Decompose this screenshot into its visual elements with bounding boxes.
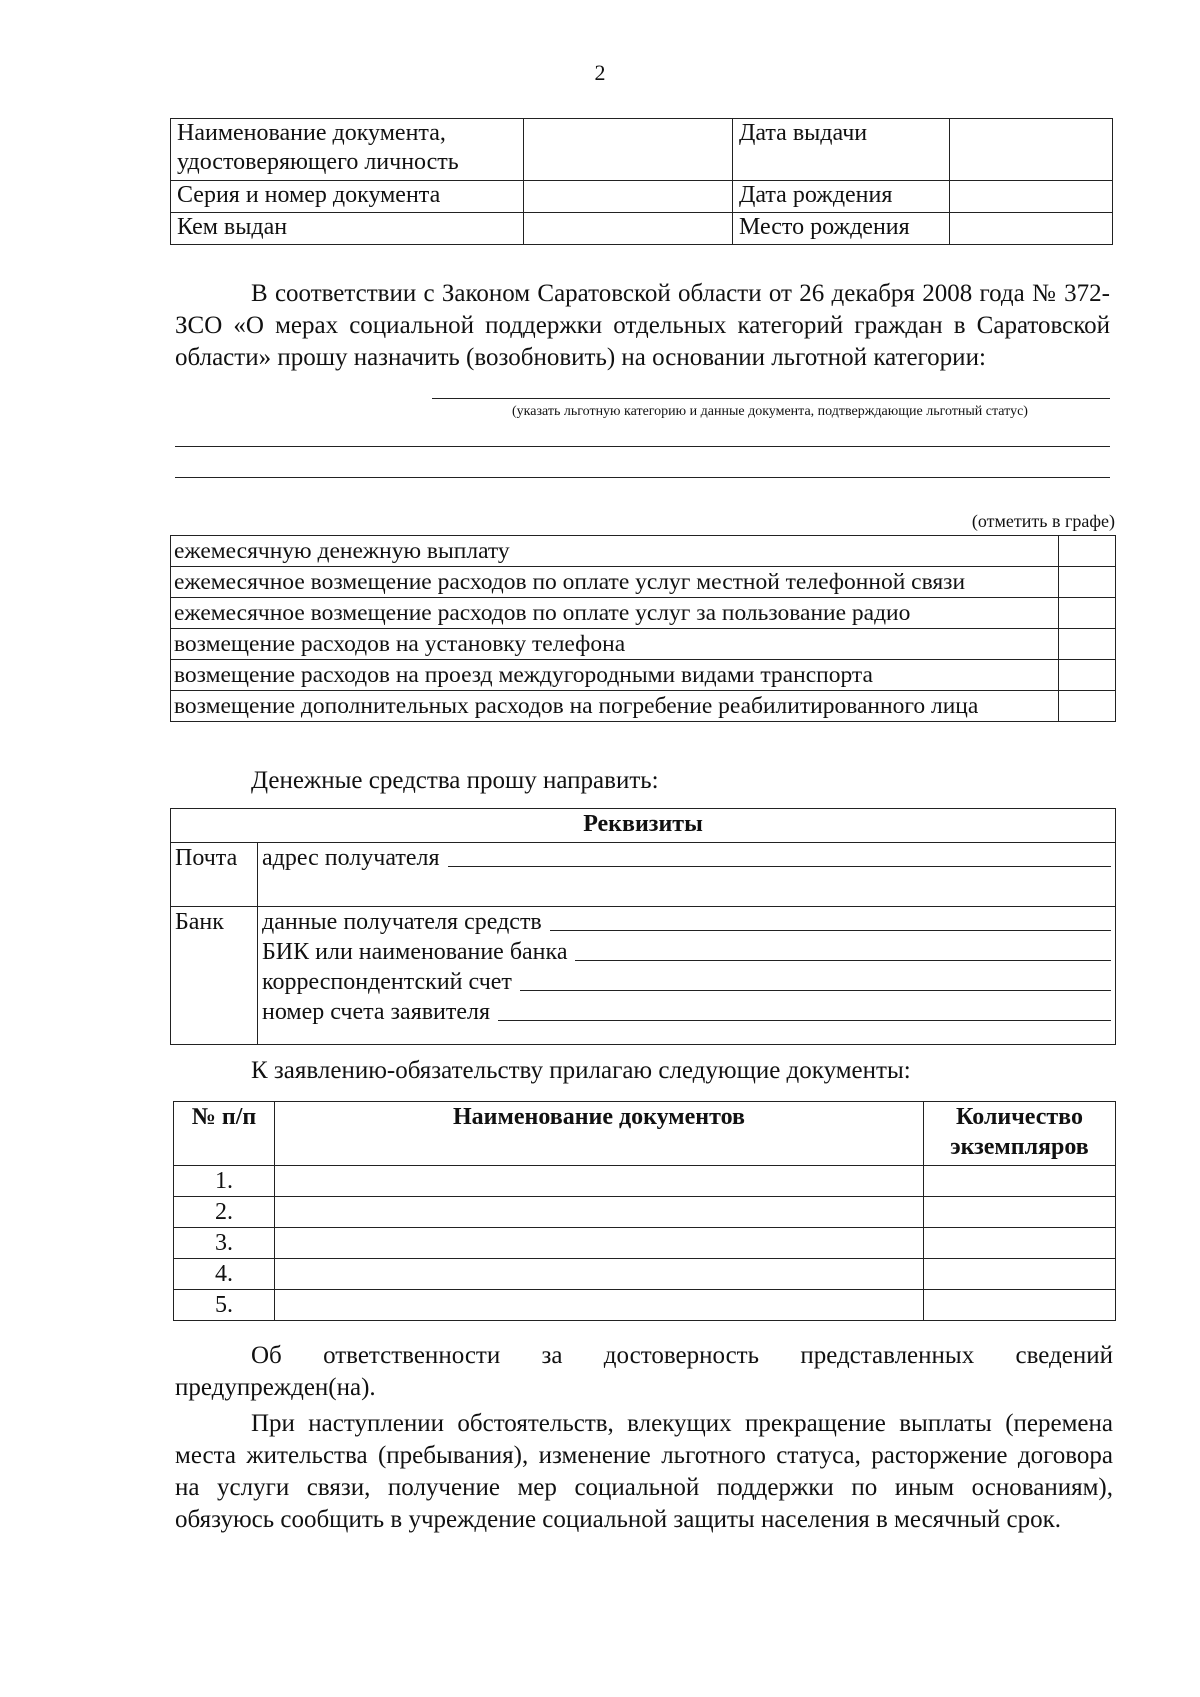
payment-intro: Денежные средства прошу направить:: [251, 767, 659, 794]
bank-field-input[interactable]: [575, 960, 1111, 961]
benefit-checkbox[interactable]: [1059, 629, 1116, 660]
benefit-checkbox[interactable]: [1059, 598, 1116, 629]
post-address-row: [262, 843, 1111, 873]
page-number: 2: [594, 60, 606, 85]
benefit-item: ежемесячную денежную выплату: [171, 536, 1059, 567]
birth-place-label: Место рождения: [733, 213, 950, 245]
issue-date-label: Дата выдачи: [733, 119, 950, 181]
row-number: 3.: [174, 1228, 275, 1259]
benefit-checkbox[interactable]: [1059, 536, 1116, 567]
doc-name-label: Наименование документа, удостоверяющего личность: [171, 119, 524, 181]
doc-name-cell[interactable]: [275, 1166, 924, 1197]
category-hint: (указать льготную категорию и данные документа, подтверждающие льготный статус): [512, 404, 1028, 419]
bank-field-row: [262, 937, 1111, 967]
post-address-input[interactable]: [448, 866, 1111, 867]
benefit-category-line[interactable]: [432, 398, 1110, 399]
benefit-item: возмещение расходов на установку телефона: [171, 629, 1059, 660]
row-number: 4.: [174, 1259, 275, 1290]
col-qty-header: Количество экземпляров: [924, 1102, 1116, 1166]
doc-qty-cell[interactable]: [924, 1228, 1116, 1259]
doc-qty-cell[interactable]: [924, 1259, 1116, 1290]
category-line-3[interactable]: [175, 477, 1110, 478]
row-number: 5.: [174, 1290, 275, 1321]
bank-field-input[interactable]: [550, 930, 1111, 931]
documents-table: [173, 1101, 1116, 1321]
doc-name-field[interactable]: [524, 119, 733, 181]
col-number-header: № п/п: [174, 1102, 275, 1166]
benefits-table: [170, 535, 1116, 722]
benefit-item: возмещение дополнительных расходов на погребение реабилитированного лица: [171, 691, 1059, 722]
obligation-paragraph: При наступлении обстоятельств, влекущих прекращение выплаты (перемена места жительства (пребывания), изменение льготного статуса, расторжение договора на услуги связи, получение мер социальной поддержки по иным основаниям), обязуюсь сообщить в учреждение социальной защиты населения в месячный срок.: [175, 1410, 1113, 1533]
post-address-label: адрес получателя: [262, 845, 440, 871]
requisites-table: [170, 808, 1116, 1045]
benefit-checkbox[interactable]: [1059, 691, 1116, 722]
doc-name-cell[interactable]: [275, 1290, 924, 1321]
doc-qty-cell[interactable]: [924, 1290, 1116, 1321]
post-label: Почта: [171, 843, 258, 907]
responsibility-paragraph: Об ответственности за достоверность представленных сведений предупрежден(на).: [175, 1342, 1113, 1401]
category-line-2[interactable]: [175, 446, 1110, 447]
bank-field-row: [262, 967, 1111, 997]
bank-field-row: [262, 997, 1111, 1027]
benefit-item: ежемесячное возмещение расходов по оплате услуг местной телефонной связи: [171, 567, 1059, 598]
birth-date-field[interactable]: [950, 181, 1113, 213]
issued-by-label: Кем выдан: [171, 213, 524, 245]
law-paragraph: В соответствии с Законом Саратовской области от 26 декабря 2008 года № 372-ЗСО «О мерах социальной поддержки отдельных категорий граждан в Саратовской области» прошу назначить (возобновить) на основании льготной категории:: [175, 280, 1110, 371]
birth-place-field[interactable]: [950, 213, 1113, 245]
birth-date-label: Дата рождения: [733, 181, 950, 213]
bank-field-label: корреспондентский счет: [262, 969, 512, 995]
attachments-intro: К заявлению-обязательству прилагаю следующие документы:: [251, 1057, 911, 1084]
mark-hint: (отметить в графе): [971, 511, 1115, 531]
col-name-header: Наименование документов: [275, 1102, 924, 1166]
benefit-checkbox[interactable]: [1059, 660, 1116, 691]
doc-name-cell[interactable]: [275, 1259, 924, 1290]
bank-field-row: [262, 907, 1111, 937]
bank-field-label: БИК или наименование банка: [262, 939, 568, 965]
series-number-label: Серия и номер документа: [171, 181, 524, 213]
row-number: 2.: [174, 1197, 275, 1228]
bank-label: Банк: [171, 907, 258, 1045]
identity-table: [170, 118, 1113, 245]
bank-field-input[interactable]: [498, 1020, 1111, 1021]
series-number-field[interactable]: [524, 181, 733, 213]
bank-field-label: данные получателя средств: [262, 909, 542, 935]
bank-field-input[interactable]: [520, 990, 1111, 991]
requisites-header: Реквизиты: [171, 809, 1116, 843]
benefit-item: ежемесячное возмещение расходов по оплате услуг за пользование радио: [171, 598, 1059, 629]
benefit-checkbox[interactable]: [1059, 567, 1116, 598]
issued-by-field[interactable]: [524, 213, 733, 245]
doc-qty-cell[interactable]: [924, 1197, 1116, 1228]
doc-qty-cell[interactable]: [924, 1166, 1116, 1197]
doc-name-cell[interactable]: [275, 1228, 924, 1259]
row-number: 1.: [174, 1166, 275, 1197]
bank-field-label: номер счета заявителя: [262, 999, 491, 1025]
doc-name-cell[interactable]: [275, 1197, 924, 1228]
benefit-item: возмещение расходов на проезд междугородными видами транспорта: [171, 660, 1059, 691]
issue-date-field[interactable]: [950, 119, 1113, 181]
